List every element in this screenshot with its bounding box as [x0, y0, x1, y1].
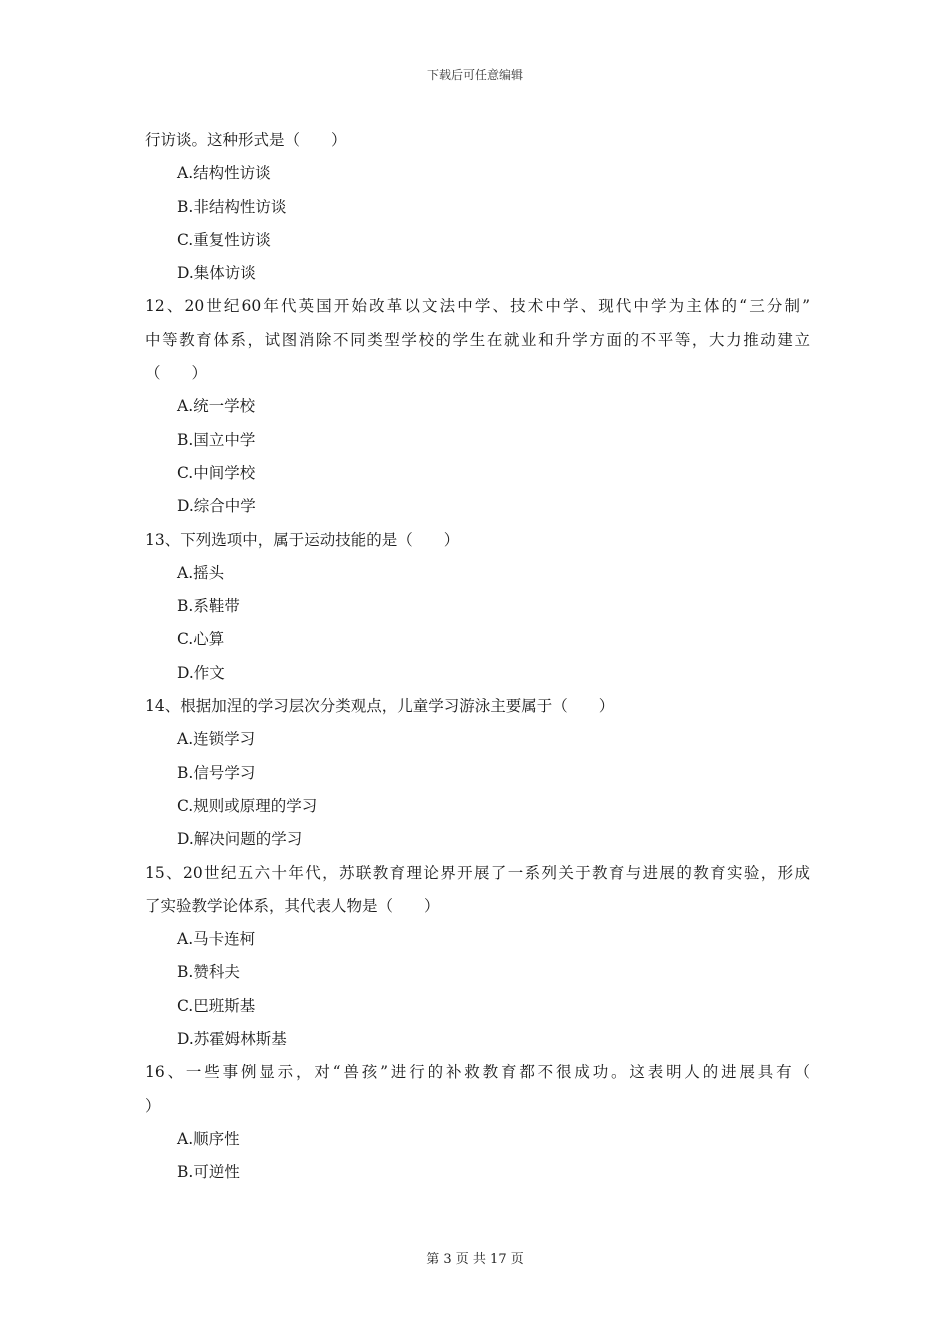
question-stem-line: 14、根据加涅的学习层次分类观点，儿童学习游泳主要属于（ ）	[145, 697, 615, 716]
answer-option: A.统一学校	[177, 397, 256, 416]
question-stem-line: （ ）	[145, 364, 208, 383]
question-stem-line: 行访谈。这种形式是（ ）	[145, 131, 347, 149]
page-header: 下载后可任意编辑	[426, 68, 523, 82]
answer-option: D.苏霍姆林斯基	[177, 1030, 287, 1049]
question-stem-line: 15、20世纪五六十年代，苏联教育理论界开展了一系列关于教育与进展的教育实验，形成	[145, 863, 810, 882]
answer-option: A.马卡连柯	[177, 930, 256, 949]
answer-option: B.可逆性	[177, 1163, 240, 1182]
answer-option: D.综合中学	[177, 497, 256, 516]
answer-option: A.结构性访谈	[177, 164, 271, 183]
answer-option: D.解决问题的学习	[177, 830, 303, 849]
page-footer: 第 3 页 共 17 页	[426, 1252, 524, 1267]
answer-option: B.国立中学	[177, 430, 256, 449]
answer-option: C.规则或原理的学习	[177, 796, 318, 815]
answer-option: A.摇头	[177, 563, 225, 582]
question-stem-line: 13、下列选项中，属于运动技能的是（ ）	[145, 530, 460, 549]
question-stem-line: 中等教育体系，试图消除不同类型学校的学生在就业和升学方面的不平等，大力推动建立	[145, 330, 810, 349]
question-stem-line: 16、一些事例显示，对“兽孩”进行的补救教育都不很成功。这表明人的进展具有（	[145, 1063, 810, 1082]
answer-option: B.系鞋带	[177, 597, 240, 616]
answer-option: B.信号学习	[177, 763, 256, 782]
answer-option: C.中间学校	[177, 463, 256, 482]
answer-option: B.赞科夫	[177, 963, 240, 982]
answer-option: C.重复性访谈	[177, 230, 271, 249]
answer-option: A.连锁学习	[177, 730, 256, 749]
answer-option: A.顺序性	[177, 1129, 240, 1148]
answer-option: D.集体访谈	[177, 264, 256, 283]
answer-option: C.心算	[177, 630, 225, 649]
question-stem-line: 了实验教学论体系，其代表人物是（ ）	[145, 896, 440, 915]
answer-option: D.作文	[177, 663, 225, 682]
question-stem-line: ）	[145, 1096, 161, 1115]
answer-option: C.巴班斯基	[177, 996, 256, 1015]
question-stem-line: 12、20世纪60年代英国开始改革以文法中学、技术中学、现代中学为主体的“三分制”	[145, 297, 810, 316]
question-list	[145, 124, 810, 1190]
answer-option: B.非结构性访谈	[177, 197, 287, 216]
